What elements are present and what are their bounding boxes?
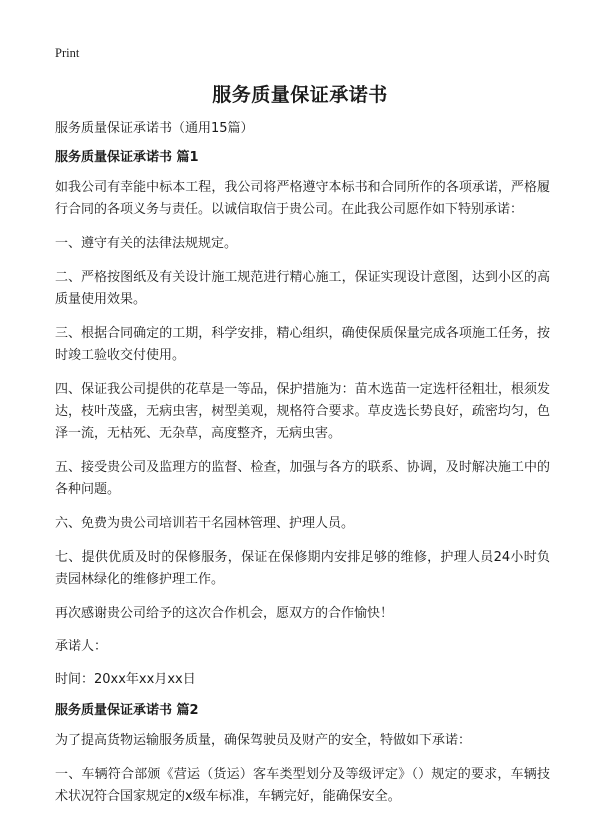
document-subtitle: 服务质量保证承诺书（通用15篇） <box>55 121 254 136</box>
signatory-line: 承诺人： <box>55 639 108 654</box>
date-line: 时间：20xx年xx月xx日 <box>55 672 196 687</box>
paragraph: 如我公司有幸能中标本工程，我公司将严格遵守本标书和合同所作的各项承诺，严格履行合同的各项义务与责任。以诚信取信于贵公司。在此我公司愿作如下特别承诺： <box>55 180 550 217</box>
paragraph: 一、车辆符合部颁《营运（货运）客车类型划分及等级评定》（）规定的要求，车辆技术状况符合国家规定的x级车标准，车辆完好，能确保安全。 <box>55 767 550 804</box>
paragraph: 一、遵守有关的法律法规规定。 <box>55 236 238 251</box>
print-link[interactable]: Print <box>55 46 80 60</box>
section-1 <box>55 149 550 691</box>
paragraph: 六、免费为贵公司培训若干名园林管理、护理人员。 <box>55 516 355 531</box>
paragraph: 四、保证我公司提供的花草是一等品，保护措施为：苗木选苗一定选杆径粗壮，根须发达，枝叶茂盛，无病虫害，树型美观，规格符合要求。草皮选长势良好，疏密均匀，色泽一流，无枯死、无杂草，高度整齐，无病虫害。 <box>55 382 550 441</box>
paragraph: 七、提供优质及时的保修服务，保证在保修期内安排足够的维修，护理人员24小时负责园林绿化的维修护理工作。 <box>55 550 550 587</box>
document-title: 服务质量保证承诺书 <box>212 84 388 106</box>
document-body <box>55 120 550 820</box>
paragraph: 二、严格按图纸及有关设计施工规范进行精心施工，保证实现设计意图，达到小区的高质量使用效果。 <box>55 270 550 307</box>
section-2 <box>55 702 550 808</box>
paragraph: 五、接受贵公司及监理方的监督、检查，加强与各方的联系、协调，及时解决施工中的各种问题。 <box>55 460 550 497</box>
paragraph: 为了提高货物运输服务质量，确保驾驶员及财产的安全，特做如下承诺： <box>55 733 472 748</box>
paragraph: 三、根据合同确定的工期，科学安排，精心组织，确使保质保量完成各项施工任务，按时竣工验收交付使用。 <box>55 326 550 363</box>
section-heading: 服务质量保证承诺书 篇2 <box>55 703 199 718</box>
paragraph: 再次感谢贵公司给予的这次合作机会，愿双方的合作愉快！ <box>55 606 394 621</box>
section-heading: 服务质量保证承诺书 篇1 <box>55 150 199 165</box>
